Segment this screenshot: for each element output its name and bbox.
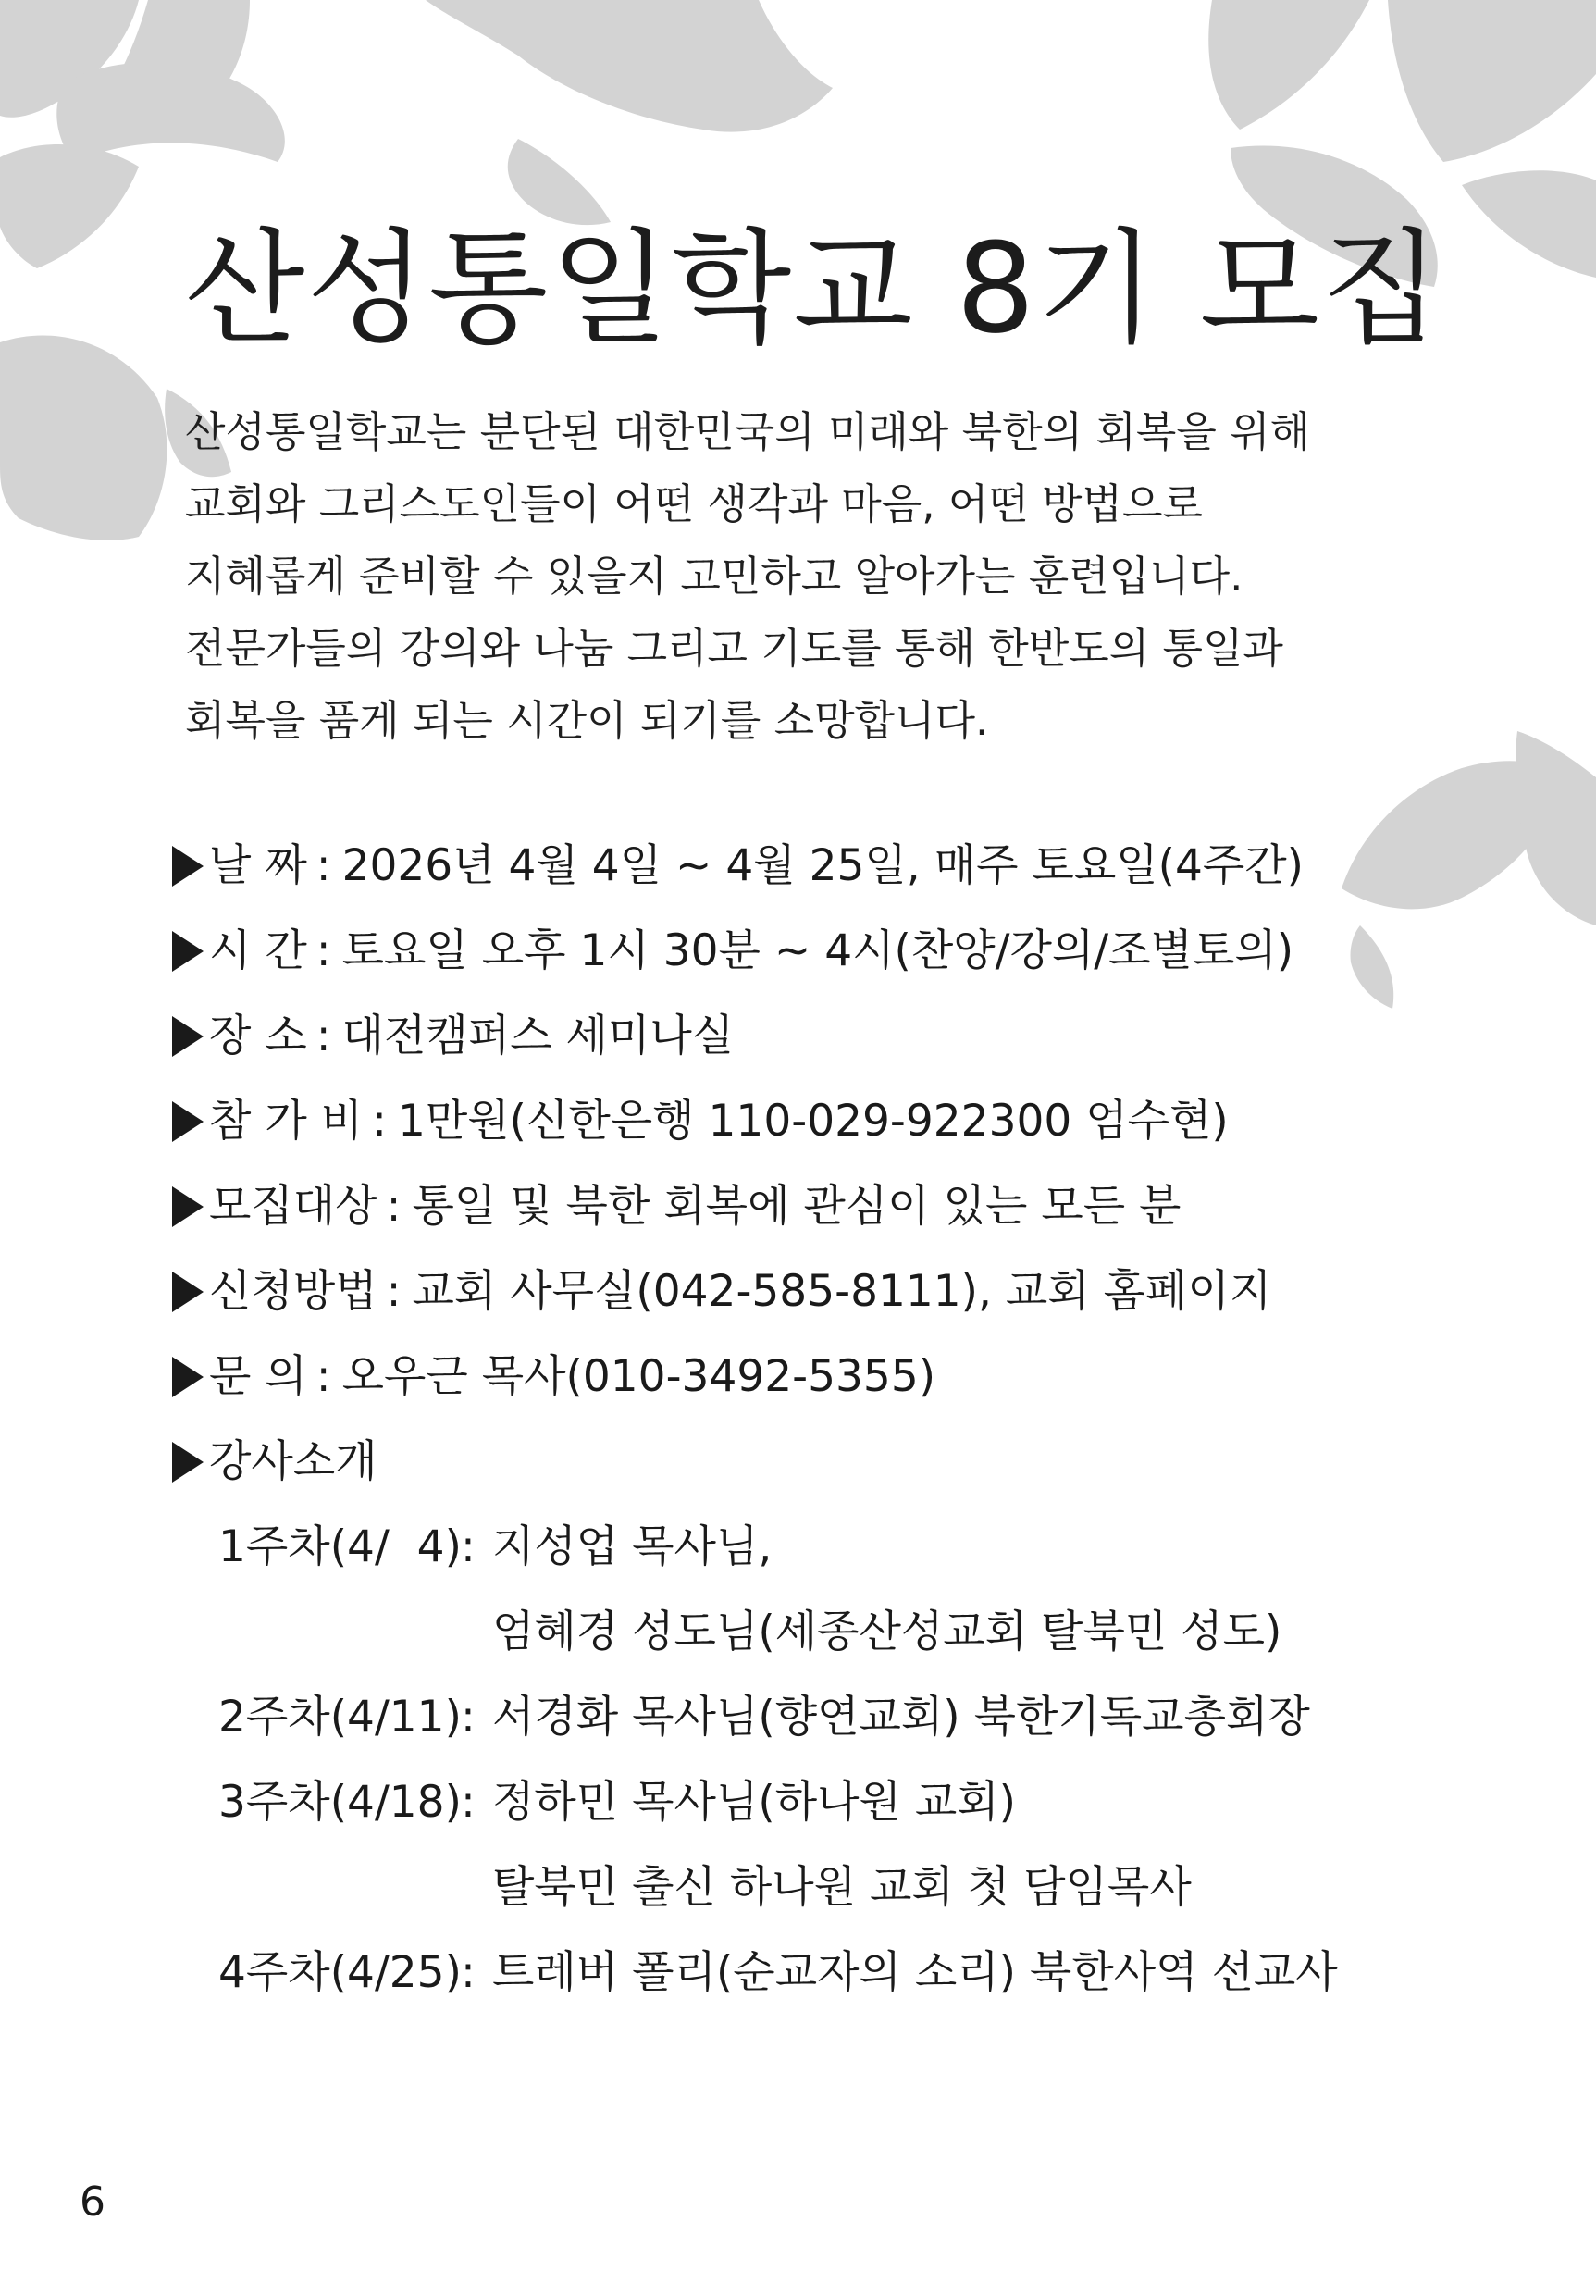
triangle-arrow-icon <box>172 1101 204 1142</box>
colon-separator: : <box>315 1011 331 1061</box>
colon-separator: : <box>461 1692 476 1743</box>
colon-separator: : <box>461 1777 476 1828</box>
info-list <box>172 824 1412 1505</box>
triangle-arrow-icon <box>172 1442 204 1483</box>
colon-separator: : <box>315 925 331 976</box>
info-item-contact <box>172 1334 1412 1420</box>
colon-separator: : <box>386 1266 402 1317</box>
leaf-shape-top-right-2 <box>1388 0 1596 162</box>
intro-paragraph <box>185 396 1425 757</box>
info-value: 오우근 목사(010-3492-5355) <box>341 1351 936 1402</box>
intro-line: 지혜롭게 준비할 수 있을지 고민하고 알아가는 훈련입니다. <box>185 552 1243 601</box>
lecturer-name: 엄혜경 성도님(세종산성교회 탈북민 성도) <box>492 1607 1282 1657</box>
triangle-arrow-icon <box>172 931 204 972</box>
lecturer-row-week4 <box>218 1930 1421 2016</box>
triangle-arrow-icon <box>172 1186 204 1227</box>
lecturer-row-week1 <box>218 1505 1421 1590</box>
lecturer-name: 정하민 목사님(하나원 교회) <box>492 1777 1016 1828</box>
leaf-shape-mid-right-2 <box>1516 731 1596 925</box>
lecturer-row-week1-cont <box>218 1590 1421 1675</box>
info-label: 장 소 <box>209 1011 307 1061</box>
colon-separator: : <box>461 1947 476 1998</box>
colon-separator: : <box>315 840 331 891</box>
info-label: 시 간 <box>209 925 307 976</box>
leaf-shape-top-left-3 <box>56 63 285 163</box>
lecturer-name: 탈북민 출신 하나원 교회 첫 담임목사 <box>492 1862 1192 1913</box>
info-item-time <box>172 909 1412 994</box>
info-value: 대전캠퍼스 세미나실 <box>341 1011 735 1061</box>
leaf-shape-top-mid-2 <box>508 139 611 225</box>
info-label: 날 짜 <box>209 840 307 891</box>
triangle-arrow-icon <box>172 1272 204 1312</box>
triangle-arrow-icon <box>172 846 204 887</box>
info-item-date <box>172 824 1412 909</box>
info-label: 신청방법 <box>209 1266 377 1317</box>
colon-separator: : <box>372 1096 387 1147</box>
info-item-fee <box>172 1079 1412 1164</box>
info-label: 참 가 비 <box>209 1096 364 1147</box>
lecturer-week: 1주차(4/ 4) <box>218 1521 462 1572</box>
leaf-shape-top-right-1 <box>1208 0 1369 130</box>
lecturer-list <box>218 1505 1421 2016</box>
triangle-arrow-icon <box>172 1357 204 1397</box>
lecturer-row-week3 <box>218 1760 1421 1845</box>
info-value: 1만원(신한은행 110-029-922300 엄수현) <box>397 1096 1229 1147</box>
colon-separator: : <box>315 1351 331 1402</box>
triangle-arrow-icon <box>172 1016 204 1057</box>
info-label: 문 의 <box>209 1351 307 1402</box>
info-value: 통일 및 북한 회복에 관심이 있는 모든 분 <box>412 1181 1182 1232</box>
page-title: 산성통일학교 8기 모집 <box>185 217 1443 361</box>
colon-separator: : <box>386 1181 402 1232</box>
leaf-shape-top-left-4 <box>0 144 139 268</box>
intro-line: 회복을 품게 되는 시간이 되기를 소망합니다. <box>185 696 989 745</box>
lecturer-week: 3주차(4/18) <box>218 1777 462 1828</box>
lecturer-row-week2 <box>218 1675 1421 1760</box>
info-value: 교회 사무실(042-585-8111), 교회 홈페이지 <box>412 1266 1272 1317</box>
info-value: 토요일 오후 1시 30분 ~ 4시(찬양/강의/조별토의) <box>341 925 1294 976</box>
info-label: 강사소개 <box>209 1436 377 1487</box>
lecturer-week: 4주차(4/25) <box>218 1947 462 1998</box>
info-item-place <box>172 994 1412 1079</box>
lecturer-name: 서경화 목사님(향연교회) 북한기독교총회장 <box>492 1692 1310 1743</box>
info-value: 2026년 4월 4일 ~ 4월 25일, 매주 토요일(4주간) <box>341 840 1305 891</box>
intro-line: 전문가들의 강의와 나눔 그리고 기도를 통해 한반도의 통일과 <box>185 624 1283 673</box>
leaf-shape-top-right-4 <box>1462 170 1596 278</box>
lecturer-week: 2주차(4/11) <box>218 1692 462 1743</box>
intro-line: 교회와 그리스도인들이 어떤 생각과 마음, 어떤 방법으로 <box>185 479 1203 528</box>
lecturer-row-week3-cont <box>218 1845 1421 1930</box>
info-item-lecturers-heading <box>172 1420 1412 1505</box>
lecturer-name: 트레버 폴리(순교자의 소리) 북한사역 선교사 <box>492 1947 1338 1998</box>
lecturer-name: 지성업 목사님, <box>492 1521 773 1572</box>
leaf-shape-top-left-5 <box>0 336 167 540</box>
info-item-target <box>172 1164 1412 1249</box>
info-item-apply <box>172 1249 1412 1334</box>
intro-line: 산성통일학교는 분단된 대한민국의 미래와 북한의 회복을 위해 <box>185 407 1311 456</box>
leaf-shape-top-mid <box>426 0 833 132</box>
colon-separator: : <box>461 1521 476 1572</box>
info-label: 모집대상 <box>209 1181 377 1232</box>
page-number: 6 <box>80 2178 105 2226</box>
